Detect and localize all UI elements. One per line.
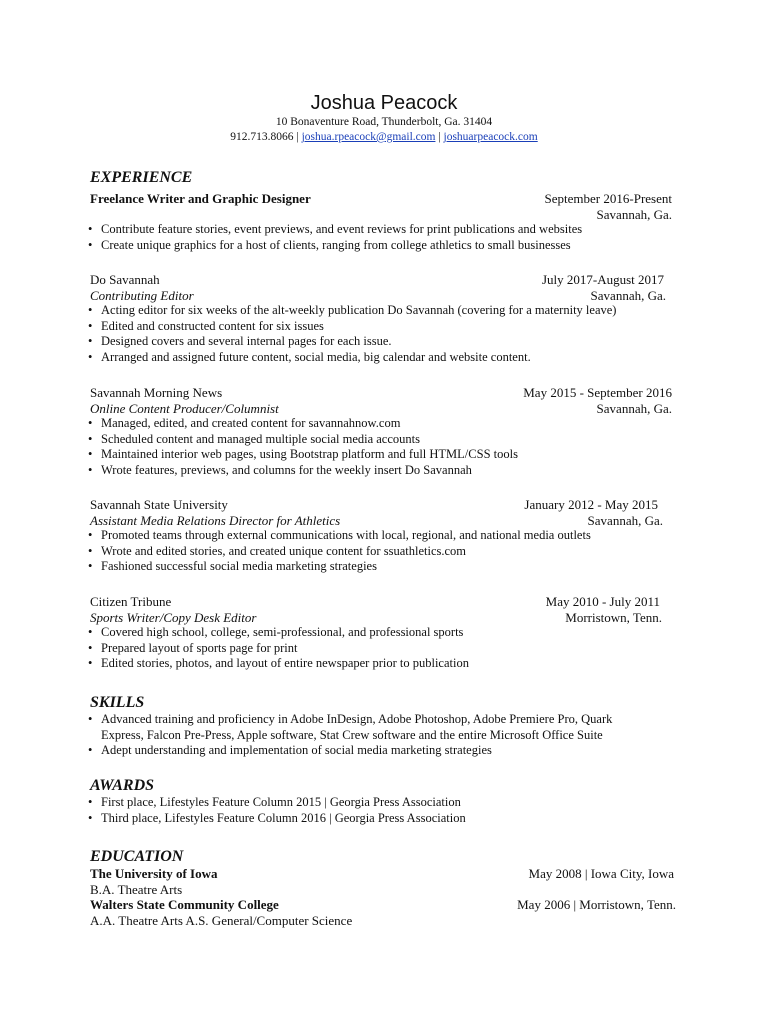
list-item: • Promoted teams through external communications with local, regional, and national media outlets [88,528,591,544]
website-link[interactable]: joshuarpeacock.com [443,131,538,143]
job-bullets [88,303,616,365]
list-item: • Wrote features, previews, and columns for the weekly insert Do Savannah [88,463,518,479]
skills-heading: SKILLS [90,694,145,711]
job-org: Savannah State University [90,497,228,512]
applicant-name: Joshua Peacock [310,92,458,114]
job-dates: May 2015 - September 2016 [523,385,672,400]
list-item-line: • Adept understanding and implementation of social media marketing strategies [101,743,492,757]
experience-heading: EXPERIENCE [90,169,193,186]
school-when-where: May 2008 | Iowa City, Iowa [528,866,674,881]
job-title: Contributing Editor [90,288,194,303]
list-item: • Maintained interior web pages, using Bootstrap platform and full HTML/CSS tools [88,447,518,463]
school-when-where: May 2006 | Morristown, Tenn. [517,897,676,912]
education-heading: EDUCATION [90,848,184,865]
list-item-line: • Advanced training and proficiency in Adobe InDesign, Adobe Photoshop, Adobe Premiere Pro, Quark [101,712,613,726]
list-item: • Prepared layout of sports page for print [88,641,469,657]
list-item: • Arranged and assigned future content, social media, big calendar and website content. [88,350,616,366]
job-location: Morristown, Tenn. [565,610,662,625]
list-item: • First place, Lifestyles Feature Column 2015 | Georgia Press Association [88,795,466,811]
job-dates: May 2010 - July 2011 [545,594,660,609]
list-item: • Contribute feature stories, event previews, and event reviews for print publications and websites [88,222,582,238]
list-item: • Wrote and edited stories, and created unique content for ssuathletics.com [88,544,591,560]
job-location: Savannah, Ga. [596,401,672,416]
job-bullets [88,625,469,672]
list-item [88,743,612,759]
job-org: Savannah Morning News [90,385,223,400]
awards-heading: AWARDS [90,777,155,794]
list-item: • Covered high school, college, semi-professional, and professional sports [88,625,469,641]
job-bullets [88,528,591,575]
list-item: • Scheduled content and managed multiple social media accounts [88,432,518,448]
list-item: • Edited and constructed content for six issues [88,319,616,335]
list-item-line: Express, Falcon Pre-Press, Apple software, Stat Crew software and the entire Microsoft Office Suite [101,727,603,742]
school-name: Walters State Community College [90,897,279,912]
job-dates: July 2017-August 2017 [541,272,664,287]
list-item: • Acting editor for six weeks of the alt-weekly publication Do Savannah (covering for a maternity leave) [88,303,616,319]
list-item: • Managed, edited, and created content for savannahnow.com [88,416,518,432]
job-location: Savannah, Ga. [596,207,672,222]
separator: | [296,131,299,143]
job-org: Do Savannah [90,272,160,287]
job-location: Savannah, Ga. [590,288,666,303]
list-item: • Third place, Lifestyles Feature Column 2016 | Georgia Press Association [88,811,466,827]
address-line: 10 Bonaventure Road, Thunderbolt, Ga. 31404 [275,116,493,128]
list-item: • Create unique graphics for a host of clients, ranging from college athletics to small businesses [88,238,582,254]
job-org: Citizen Tribune [90,594,172,609]
list-item [88,712,612,743]
skills-bullets [88,712,612,759]
job-dates: January 2012 - May 2015 [524,497,658,512]
awards-bullets [88,795,466,826]
school-name: The University of Iowa [90,866,218,881]
contact-line [0,131,768,143]
school-degree: B.A. Theatre Arts [90,882,183,897]
job-title: Assistant Media Relations Director for Athletics [90,513,341,528]
job-org: Freelance Writer and Graphic Designer [90,191,311,206]
job-dates: September 2016-Present [544,191,672,206]
job-bullets [88,222,582,253]
list-item: • Fashioned successful social media marketing strategies [88,559,591,575]
job-title: Sports Writer/Copy Desk Editor [90,610,257,625]
school-degree: A.A. Theatre Arts A.S. General/Computer Science [90,913,353,928]
list-item: • Edited stories, photos, and layout of entire newspaper prior to publication [88,656,469,672]
phone: 912.713.8066 [230,131,294,143]
job-bullets [88,416,518,478]
separator: | [438,131,441,143]
job-location: Savannah, Ga. [587,513,663,528]
list-item: • Designed covers and several internal pages for each issue. [88,334,616,350]
job-title: Online Content Producer/Columnist [90,401,279,416]
email-link[interactable]: joshua.rpeacock@gmail.com [301,131,436,143]
